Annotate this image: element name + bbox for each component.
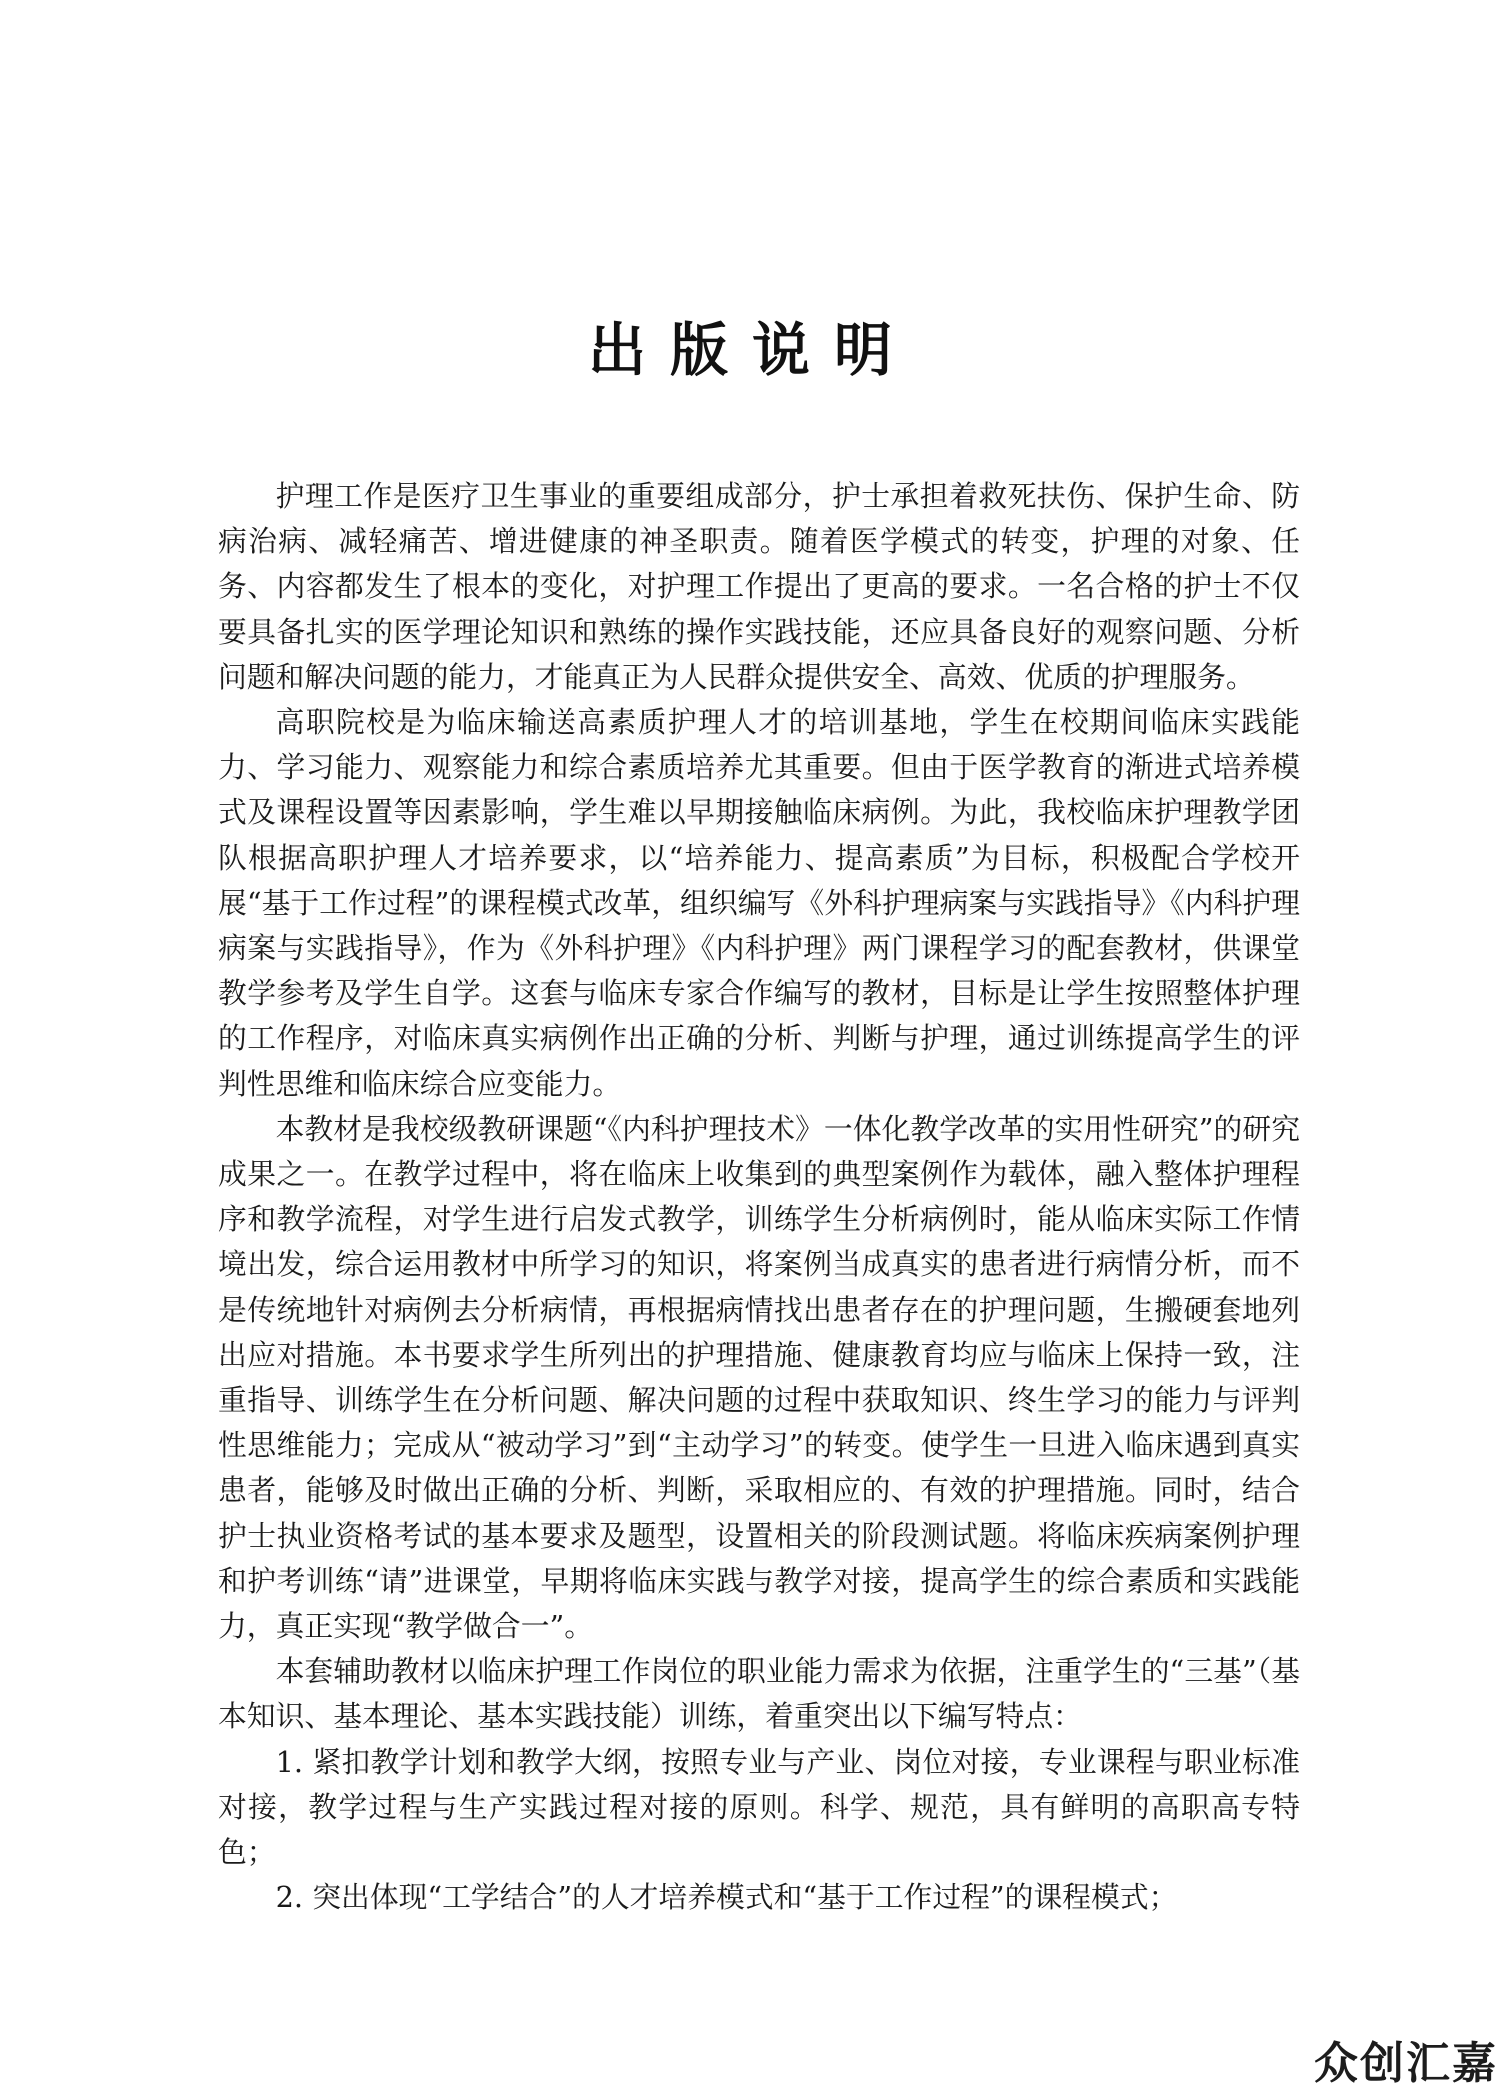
list-item-2: 2. 突出体现“工学结合”的人才培养模式和“基于工作过程”的课程模式； [275, 1880, 1178, 1915]
paragraph-2: 高职院校是为临床输送高素质护理人才的培训基地，学生在校期间临床实践能力、学习能力、观察能力和综合素质培养尤其重要。但由于医学教育的渐进式培养模式及课程设置等因素影响，学生难以早期接触临床病例。为此，我校临床护理教学团队根据高职护理人才培养要求，以“培养能力、提高素质”为目标，积极配合学校开展“基于工作过程”的课程模式改革，组织编写《外科护理病案与实践指导》《内科护理病案与实践指导》，作为《外科护理》《内科护理》两门课程学习的配套教材，供课堂教学参考及学生自学。这套与临床专家合作编写的教材，目标是让学生按照整体护理的工作程序，对临床真实病例作出正确的分析、判断与护理，通过训练提高学生的评判性思维和临床综合应变能力。 [218, 705, 1300, 1101]
paragraph-3: 本教材是我校级教研课题“《内科护理技术》一体化教学改革的实用性研究”的研究成果之一。在教学过程中，将在临床上收集到的典型案例作为载体，融入整体护理程序和教学流程，对学生进行启发式教学，训练学生分析病例时，能从临床实际工作情境出发，综合运用教材中所学习的知识，将案例当成真实的患者进行病情分析，而不是传统地针对病例去分析病情，再根据病情找出患者存在的护理问题，生搬硬套地列出应对措施。本书要求学生所列出的护理措施、健康教育均应与临床上保持一致，注重指导、训练学生在分析问题、解决问题的过程中获取知识、终生学习的能力与评判性思维能力；完成从“被动学习”到“主动学习”的转变。使学生一旦进入临床遇到真实患者，能够及时做出正确的分析、判断，采取相应的、有效的护理措施。同时，结合护士执业资格考试的基本要求及题型，设置相关的阶段测试题。将临床疾病案例护理和护考训练“请”进课堂，早期将临床实践与教学对接，提高学生的综合素质和实践能力，真正实现“教学做合一”。 [218, 1111, 1300, 1644]
paragraph-4: 本套辅助教材以临床护理工作岗位的职业能力需求为依据，注重学生的“三基”（基本知识、基本理论、基本实践技能）训练，着重突出以下编写特点： [218, 1654, 1300, 1734]
paragraph-1: 护理工作是医疗卫生事业的重要组成部分，护士承担着救死扶伤、保护生命、防病治病、减轻痛苦、增进健康的神圣职责。随着医学模式的转变，护理的对象、任务、内容都发生了根本的变化，对护理工作提出了更高的要求。一名合格的护士不仅要具备扎实的医学理论知识和熟练的操作实践技能，还应具备良好的观察问题、分析问题和解决问题的能力，才能真正为人民群众提供安全、高效、优质的护理服务。 [218, 479, 1300, 694]
document-body [218, 474, 1300, 1921]
watermark-logo: 众创汇嘉 [1314, 2038, 1498, 2089]
list-item-1: 1. 紧扣教学计划和教学大纲，按照专业与产业、岗位对接，专业课程与职业标准对接，教学过程与生产实践过程对接的原则。科学、规范，具有鲜明的高职高专特色； [218, 1744, 1300, 1870]
page-title: 出版说明 [587, 316, 916, 384]
